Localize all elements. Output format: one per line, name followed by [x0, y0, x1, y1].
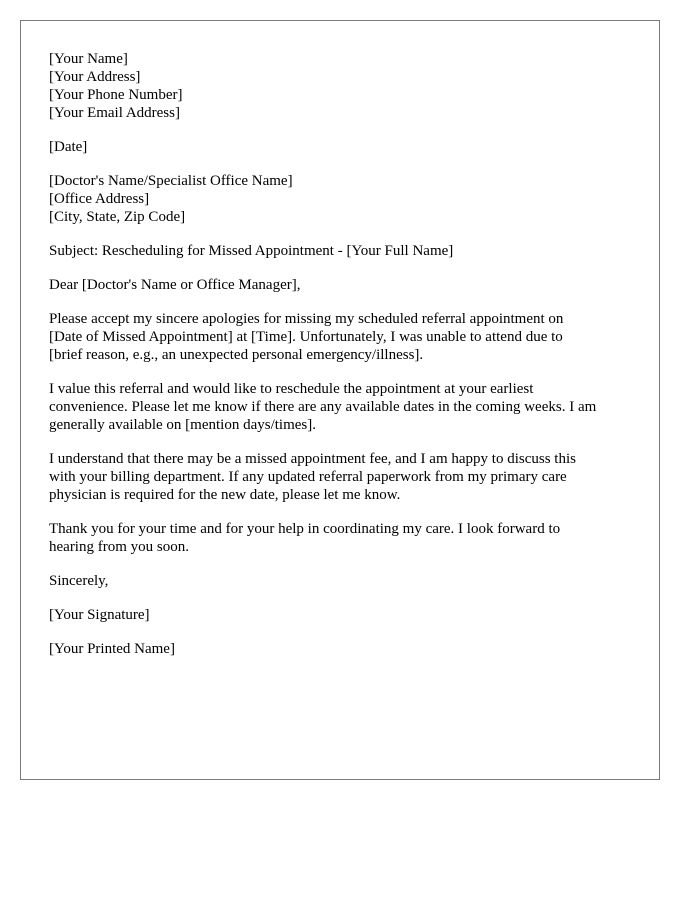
sender-address: [Your Address] [49, 69, 141, 85]
sender-block [49, 50, 639, 122]
sender-email: [Your Email Address] [49, 105, 180, 121]
paragraph-apology [49, 310, 639, 364]
paragraph-reschedule [49, 380, 639, 434]
paragraph-line: Please accept my sincere apologies for missing my scheduled referral appointment on [49, 311, 564, 327]
letter-body [49, 50, 639, 674]
sender-phone: [Your Phone Number] [49, 87, 183, 103]
salutation: Dear [Doctor's Name or Office Manager], [49, 277, 301, 293]
recipient-address: [Office Address] [49, 191, 150, 207]
paragraph-fee [49, 450, 639, 504]
paragraph-line: generally available on [mention days/times]. [49, 417, 316, 433]
closing: Sincerely, [49, 573, 109, 589]
paragraph-line: [brief reason, e.g., an unexpected personal emergency/illness]. [49, 347, 424, 363]
recipient-name: [Doctor's Name/Specialist Office Name] [49, 173, 293, 189]
paragraph-line: Thank you for your time and for your help in coordinating my care. I look forward to [49, 521, 561, 537]
paragraph-line: with your billing department. If any updated referral paperwork from my primary care [49, 469, 567, 485]
subject-line: Subject: Rescheduling for Missed Appointment - [Your Full Name] [49, 243, 454, 259]
paragraph-line: hearing from you soon. [49, 539, 189, 555]
sender-name: [Your Name] [49, 51, 128, 67]
signature-block [49, 606, 639, 624]
paragraph-line: physician is required for the new date, please let me know. [49, 487, 401, 503]
subject-block [49, 242, 639, 260]
paragraph-thanks [49, 520, 639, 556]
paragraph-line: I value this referral and would like to reschedule the appointment at your earliest [49, 381, 534, 397]
printed-name: [Your Printed Name] [49, 641, 175, 657]
closing-block [49, 572, 639, 590]
salutation-block [49, 276, 639, 294]
recipient-block [49, 172, 639, 226]
letter-page [20, 20, 660, 780]
date-block [49, 138, 639, 156]
paragraph-line: [Date of Missed Appointment] at [Time]. Unfortunately, I was unable to attend due to [49, 329, 563, 345]
letter-date: [Date] [49, 139, 88, 155]
recipient-city-state-zip: [City, State, Zip Code] [49, 209, 186, 225]
paragraph-line: convenience. Please let me know if there are any available dates in the coming weeks. I am [49, 399, 597, 415]
signature: [Your Signature] [49, 607, 150, 623]
printed-name-block [49, 640, 639, 658]
paragraph-line: I understand that there may be a missed appointment fee, and I am happy to discuss this [49, 451, 576, 467]
